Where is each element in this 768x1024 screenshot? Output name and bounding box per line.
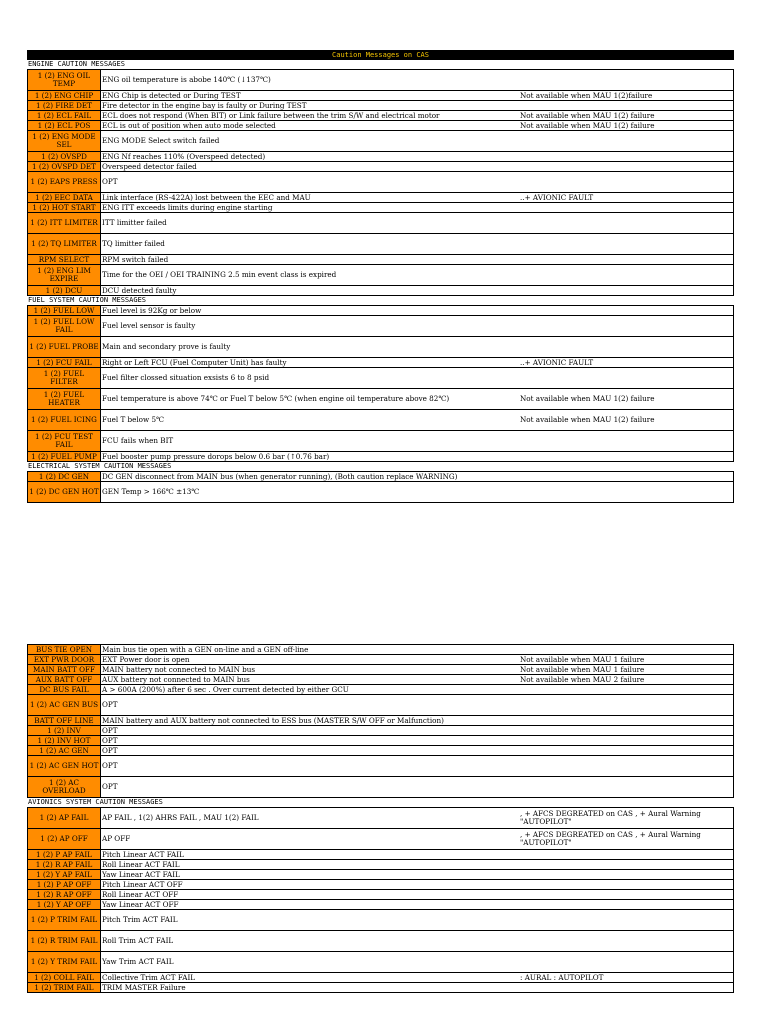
note-cell [519, 695, 734, 716]
caution-code-cell: 1 (2) OVSPD DET [28, 162, 101, 172]
description-cell: MAIN battery not connected to MAIN bus [101, 665, 520, 675]
description-cell: Right or Left FCU (Fuel Computer Unit) has faulty [101, 358, 520, 368]
table-row [28, 368, 734, 389]
table-row [28, 172, 734, 193]
caution-code-cell: 1 (2) HOT START [28, 203, 101, 213]
description-cell: Fuel level is 92Kg or below [101, 306, 520, 316]
caution-code-cell: 1 (2) DC GEN [28, 472, 101, 482]
caution-code-cell: 1 (2) DCU [28, 286, 101, 296]
note-cell [519, 931, 734, 952]
table-row [28, 890, 734, 900]
caution-table-1 [27, 50, 734, 503]
note-cell: Not available when MAU 1(2) failure [519, 111, 734, 121]
table-row [28, 193, 734, 203]
description-cell: Main bus tie open with a GEN on-line and a GEN off-line [101, 645, 520, 655]
caution-code-cell: 1 (2) ENG MODE SEL [28, 131, 101, 152]
description-cell: Link interface (RS-422A) lost between the EEC and MAU [101, 193, 520, 203]
description-cell: Pitch Linear ACT FAIL [101, 850, 520, 860]
description-cell: Pitch Trim ACT FAIL [101, 910, 520, 931]
description-cell: OPT [101, 746, 520, 756]
table-row [28, 973, 734, 983]
description-cell: Fire detector in the engine bay is faulty or During TEST [101, 101, 520, 111]
caution-code-cell: 1 (2) TRIM FAIL [28, 983, 101, 993]
table-row [28, 316, 734, 337]
table-row [28, 665, 734, 675]
table-row [28, 931, 734, 952]
description-cell: Roll Linear ACT OFF [101, 890, 520, 900]
description-cell: Roll Linear ACT FAIL [101, 860, 520, 870]
caution-code-cell: 1 (2) AC GEN [28, 746, 101, 756]
note-cell: ..+ AVIONIC FAULT [519, 193, 734, 203]
note-cell: Not available when MAU 1(2) failure [519, 121, 734, 131]
table-row [28, 306, 734, 316]
note-cell: Not available when MAU 1 failure [519, 665, 734, 675]
table-row [28, 213, 734, 234]
description-cell: Collective Trim ACT FAIL [101, 973, 520, 983]
caution-code-cell: 1 (2) P AP OFF [28, 880, 101, 890]
table-row [28, 101, 734, 111]
description-cell: DC GEN disconnect from MAIN bus (when generator running), (Both caution replace WARNING) [101, 472, 520, 482]
caution-code-cell: BUS TIE OPEN [28, 645, 101, 655]
table-row [28, 808, 734, 829]
description-cell: ENG ITT exceeds limits during engine starting [101, 203, 520, 213]
description-cell: Roll Trim ACT FAIL [101, 931, 520, 952]
section-header-avionics: AVIONICS SYSTEM CAUTION MESSAGES [28, 798, 163, 806]
note-cell [519, 152, 734, 162]
note-cell [519, 368, 734, 389]
description-cell: AP FAIL , 1(2) AHRS FAIL , MAU 1(2) FAIL [101, 808, 520, 829]
caution-code-cell: 1 (2) FUEL FILTER [28, 368, 101, 389]
electrical-caution-table [27, 471, 734, 503]
note-cell [519, 472, 734, 482]
table-row [28, 234, 734, 255]
caution-code-cell: DC BUS FAIL [28, 685, 101, 695]
table-row [28, 286, 734, 296]
note-cell: Not available when MAU 1 failure [519, 655, 734, 665]
table-row [28, 255, 734, 265]
caution-code-cell: 1 (2) AP OFF [28, 829, 101, 850]
table-row [28, 655, 734, 665]
note-cell [519, 726, 734, 736]
caution-code-cell: 1 (2) Y TRIM FAIL [28, 952, 101, 973]
table-row [28, 983, 734, 993]
description-cell: OPT [101, 777, 520, 798]
caution-code-cell: 1 (2) AC OVERLOAD [28, 777, 101, 798]
table-row [28, 880, 734, 890]
section-header-electrical: ELECTRICAL SYSTEM CAUTION MESSAGES [28, 462, 172, 470]
table-row [28, 726, 734, 736]
description-cell: ECL is out of position when auto mode selected [101, 121, 520, 131]
note-cell [519, 736, 734, 746]
table-row [28, 645, 734, 655]
description-cell: MAIN battery and AUX battery not connected to ESS bus (MASTER S/W OFF or Malfunction) [101, 716, 520, 726]
caution-code-cell: 1 (2) FUEL PUMP [28, 452, 101, 462]
note-cell [519, 900, 734, 910]
caution-code-cell: MAIN BATT OFF [28, 665, 101, 675]
description-cell: Fuel level sensor is faulty [101, 316, 520, 337]
table-row [28, 410, 734, 431]
caution-code-cell: 1 (2) ECL FAIL [28, 111, 101, 121]
fuel-caution-table [27, 305, 734, 462]
note-cell [519, 880, 734, 890]
description-cell: TQ limitter failed [101, 234, 520, 255]
note-cell [519, 777, 734, 798]
caution-code-cell: 1 (2) DC GEN HOT [28, 482, 101, 503]
table-row [28, 472, 734, 482]
caution-code-cell: 1 (2) TQ LIMITER [28, 234, 101, 255]
caution-code-cell: 1 (2) FUEL LOW [28, 306, 101, 316]
note-cell [519, 910, 734, 931]
caution-code-cell: 1 (2) ENG LIM EXPIRE [28, 265, 101, 286]
table-row [28, 870, 734, 880]
note-cell [519, 172, 734, 193]
description-cell: OPT [101, 172, 520, 193]
table-row [28, 431, 734, 452]
table-row [28, 900, 734, 910]
table-row [28, 777, 734, 798]
note-cell [519, 316, 734, 337]
description-cell: Yaw Trim ACT FAIL [101, 952, 520, 973]
table-row [28, 695, 734, 716]
note-cell [519, 255, 734, 265]
note-cell [519, 482, 734, 503]
caution-code-cell: 1 (2) R AP OFF [28, 890, 101, 900]
table-row [28, 162, 734, 172]
table-row [28, 952, 734, 973]
caution-code-cell: 1 (2) Y AP FAIL [28, 870, 101, 880]
note-cell [519, 162, 734, 172]
note-cell: Not available when MAU 2 failure [519, 675, 734, 685]
caution-code-cell: 1 (2) R TRIM FAIL [28, 931, 101, 952]
table-row [28, 452, 734, 462]
note-cell [519, 645, 734, 655]
description-cell: Yaw Linear ACT OFF [101, 900, 520, 910]
note-cell [519, 983, 734, 993]
avionics-caution-table [27, 807, 734, 993]
note-cell [519, 890, 734, 900]
note-cell [519, 131, 734, 152]
caution-code-cell: BATT OFF LINE [28, 716, 101, 726]
description-cell: Pitch Linear ACT OFF [101, 880, 520, 890]
description-cell: Fuel T below 5℃ [101, 410, 520, 431]
caution-code-cell: 1 (2) Y AP OFF [28, 900, 101, 910]
caution-code-cell: 1 (2) R AP FAIL [28, 860, 101, 870]
caution-code-cell: 1 (2) ITT LIMITER [28, 213, 101, 234]
table-row [28, 829, 734, 850]
description-cell: Time for the OEI / OEI TRAINING 2.5 min event class is expired [101, 265, 520, 286]
note-cell [519, 716, 734, 726]
description-cell: ENG Nf reaches 110% (Overspeed detected) [101, 152, 520, 162]
note-cell [519, 850, 734, 860]
caution-code-cell: 1 (2) OVSPD [28, 152, 101, 162]
table-row [28, 111, 734, 121]
caution-table-2 [27, 644, 734, 993]
note-cell [519, 213, 734, 234]
note-cell [519, 431, 734, 452]
caution-code-cell: 1 (2) ECL POS [28, 121, 101, 131]
table-row [28, 70, 734, 91]
description-cell: GEN Temp > 166℃ ±13℃ [101, 482, 520, 503]
note-cell [519, 860, 734, 870]
note-cell: Not available when MAU 1(2) failure [519, 410, 734, 431]
note-cell [519, 101, 734, 111]
table-row [28, 860, 734, 870]
description-cell: RPM switch failed [101, 255, 520, 265]
caution-code-cell: RPM SELECT [28, 255, 101, 265]
note-cell [519, 452, 734, 462]
description-cell: Yaw Linear ACT FAIL [101, 870, 520, 880]
description-cell: OPT [101, 695, 520, 716]
note-cell [519, 203, 734, 213]
description-cell: A > 600A (200%) after 6 sec . Over current detected by either GCU [101, 685, 520, 695]
caution-code-cell: 1 (2) INV HOT [28, 736, 101, 746]
caution-code-cell: 1 (2) FIRE DET [28, 101, 101, 111]
table-row [28, 482, 734, 503]
note-cell [519, 306, 734, 316]
table-row [28, 685, 734, 695]
table-row [28, 203, 734, 213]
table-row [28, 358, 734, 368]
description-cell: Main and secondary prove is faulty [101, 337, 520, 358]
caution-code-cell: 1 (2) COLL FAIL [28, 973, 101, 983]
note-cell [519, 685, 734, 695]
caution-code-cell: 1 (2) EAPS PRESS [28, 172, 101, 193]
section-header-fuel: FUEL SYSTEM CAUTION MESSAGES [28, 296, 147, 304]
caution-code-cell: 1 (2) FUEL PROBE [28, 337, 101, 358]
description-cell: DCU detected faulty [101, 286, 520, 296]
description-cell: OPT [101, 736, 520, 746]
caution-code-cell: 1 (2) FUEL ICING [28, 410, 101, 431]
caution-code-cell: 1 (2) INV [28, 726, 101, 736]
description-cell: AUX battery not connected to MAIN bus [101, 675, 520, 685]
description-cell: EXT Power door is open [101, 655, 520, 665]
description-cell: Fuel temperature is above 74℃ or Fuel T below 5℃ (when engine oil temperature above 82℃) [101, 389, 520, 410]
description-cell: FCU fails when BIT [101, 431, 520, 452]
table-row [28, 746, 734, 756]
table-row [28, 756, 734, 777]
table-row [28, 736, 734, 746]
description-cell: OPT [101, 756, 520, 777]
table-row [28, 152, 734, 162]
caution-code-cell: 1 (2) FCU FAIL [28, 358, 101, 368]
description-cell: Fuel filter clossed situation exsists 6 to 8 psid [101, 368, 520, 389]
note-cell: : AURAL : AUTOPILOT [519, 973, 734, 983]
caution-code-cell: 1 (2) FCU TEST FAIL [28, 431, 101, 452]
description-cell: AP OFF [101, 829, 520, 850]
table-row [28, 910, 734, 931]
note-cell [519, 265, 734, 286]
engine-caution-table [27, 69, 734, 296]
description-cell: ENG Chip is detected or During TEST [101, 91, 520, 101]
description-cell: ECL does not respond (When BIT) or Link failure between the trim S/W and electrical motor [101, 111, 520, 121]
note-cell: ..+ AVIONIC FAULT [519, 358, 734, 368]
caution-code-cell: 1 (2) EEC DATA [28, 193, 101, 203]
caution-code-cell: 1 (2) FUEL LOW FAIL [28, 316, 101, 337]
page-title: Caution Messages on CAS [27, 50, 734, 60]
table-row [28, 265, 734, 286]
caution-code-cell: 1 (2) ENG CHIP [28, 91, 101, 101]
description-cell: ITT limitter failed [101, 213, 520, 234]
note-cell: Not available when MAU 1(2) failure [519, 389, 734, 410]
electrical-caution-table-continued [27, 644, 734, 798]
table-row [28, 716, 734, 726]
note-cell [519, 70, 734, 91]
table-row [28, 675, 734, 685]
note-cell [519, 234, 734, 255]
section-header-engine: ENGINE CAUTION MESSAGES [28, 60, 125, 68]
note-cell: , + AFCS DEGREATED on CAS , + Aural Warning "AUTOPILOT" [519, 808, 734, 829]
caution-code-cell: 1 (2) ENG OIL TEMP [28, 70, 101, 91]
table-row [28, 131, 734, 152]
caution-code-cell: 1 (2) AC GEN HOT [28, 756, 101, 777]
description-cell: Overspeed detector failed [101, 162, 520, 172]
caution-code-cell: 1 (2) FUEL HEATER [28, 389, 101, 410]
caution-code-cell: 1 (2) AC GEN BUS [28, 695, 101, 716]
caution-code-cell: EXT PWR DOOR [28, 655, 101, 665]
table-row [28, 91, 734, 101]
table-row [28, 389, 734, 410]
note-cell [519, 952, 734, 973]
description-cell: ENG MODE Select switch failed [101, 131, 520, 152]
note-cell [519, 756, 734, 777]
note-cell: Not available when MAU 1(2)failure [519, 91, 734, 101]
table-row [28, 121, 734, 131]
note-cell: , + AFCS DEGREATED on CAS , + Aural Warning "AUTOPILOT" [519, 829, 734, 850]
caution-code-cell: 1 (2) P AP FAIL [28, 850, 101, 860]
description-cell: OPT [101, 726, 520, 736]
table-row [28, 850, 734, 860]
note-cell [519, 286, 734, 296]
note-cell [519, 337, 734, 358]
caution-code-cell: 1 (2) AP FAIL [28, 808, 101, 829]
note-cell [519, 870, 734, 880]
caution-code-cell: 1 (2) P TRIM FAIL [28, 910, 101, 931]
description-cell: TRIM MASTER Failure [101, 983, 520, 993]
note-cell [519, 746, 734, 756]
description-cell: Fuel booster pump pressure dorops below 0.6 bar (↑0.76 bar) [101, 452, 520, 462]
table-row [28, 337, 734, 358]
description-cell: ENG oil temperature is abobe 140℃ (↓137℃) [101, 70, 520, 91]
caution-code-cell: AUX BATT OFF [28, 675, 101, 685]
